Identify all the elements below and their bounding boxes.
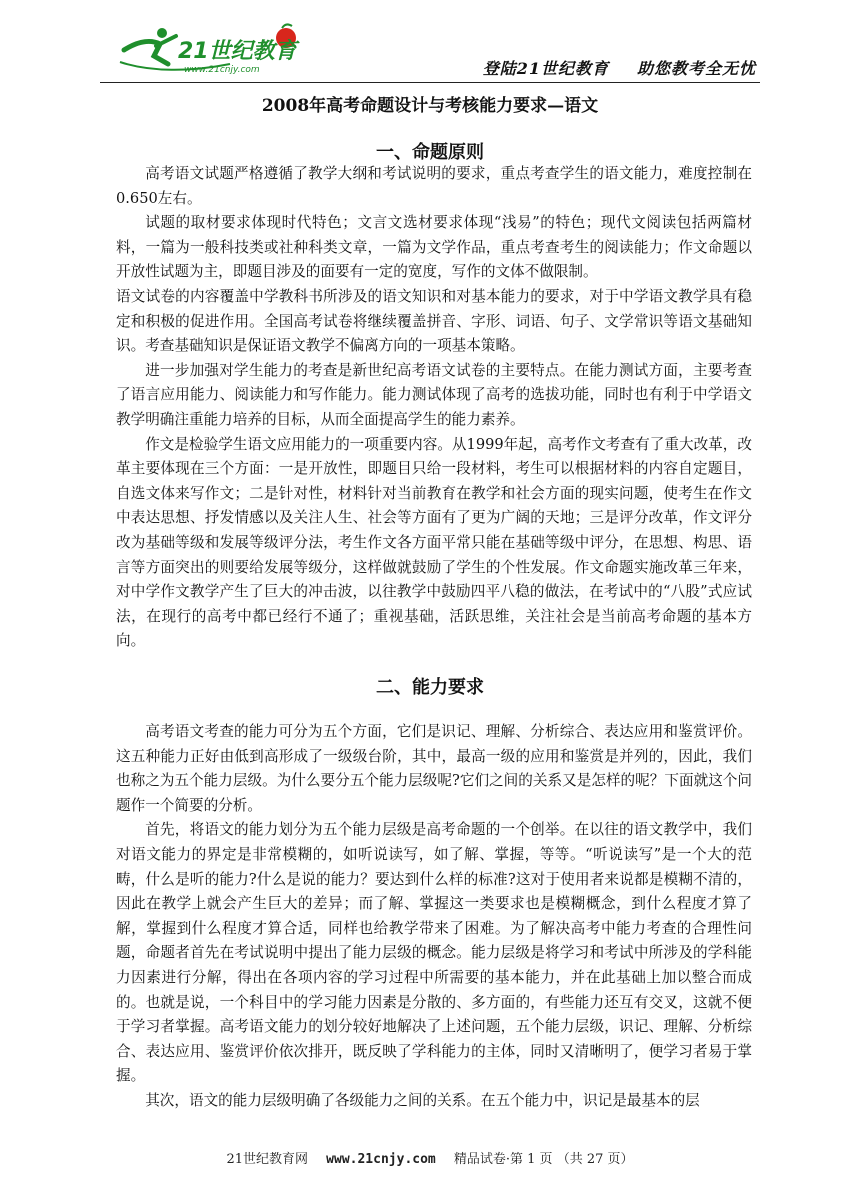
paragraph: 语文试卷的内容覆盖中学教科书所涉及的语文知识和对基本能力的要求，对于中学语文教学具有稳定和积极的促进作用。全国高考试卷将继续覆盖拼音、字形、词语、句子、文学常识等语文基础知识。考查基础知识是保证语文教学不偏离方向的一项基本策略。 xyxy=(116,287,752,355)
paragraph: 高考语文考查的能力可分为五个方面，它们是识记、理解、分析综合、表达应用和鉴赏评价。这五种能力正好由低到高形成了一级级台阶，其中，最高一级的应用和鉴赏是并列的，因此，我们也称之为五个能力层级。为什么要分五个能力层级呢?它们之间的关系又是怎样的呢？下面就这个问题作一个简要的分析。 xyxy=(116,723,752,814)
paragraph: 作文是检验学生语文应用能力的一项重要内容。从1999年起，高考作文考查有了重大改革，改革主要体现在三个方面：一是开放性，即题目只给一段材料，考生可以根据材料的内容自定题目，自选文体来写作文；二是针对性，材料针对当前教育在教学和社会方面的现实问题，使考生在作文中表达思想、抒发情感以及关注人生、社会等方面有了更为广阔的天地；三是评分改革，作文评分改为基础等级和发展等级评分法，考生作文各方面平常只能在基础等级中评分，在思想、构思、语言等方面突出的则要给发展等级分，这样做就鼓励了学生的个性发展。作文命题实施改革三年来，对中学作文教学产生了巨大的冲击波，以往教学中鼓励四平八稳的做法，在考试中的“八股”式应试法，在现行的高考中都已经行不通了；重视基础，活跃思维，关注社会是当前高考命题的基本方向。 xyxy=(116,435,752,650)
section-heading-2: 二、能力要求 xyxy=(376,677,484,698)
footer-page-info: 精品试卷·第 1 页 （共 27 页） xyxy=(453,1152,634,1167)
logo-graphic xyxy=(110,20,310,80)
paragraph: 试题的取材要求体现时代特色；文言文选材要求体现“浅易”的特色；现代文阅读包括两篇材料，一篇为一般科技类或社种科类文章，一篇为文学作品，重点考查考生的阅读能力；作文命题以开放性试题为主，即题目涉及的面要有一定的宽度，写作的文体不做限制。 xyxy=(116,214,752,281)
section-heading-1: 一、命题原则 xyxy=(376,142,484,163)
slogan-right: 助您教考全无忧 xyxy=(636,59,756,78)
paragraph: 首先，将语文的能力划分为五个能力层级是高考命题的一个创举。在以往的语文教学中，我们对语文能力的界定是非常模糊的，如听说读写，如了解、掌握，等等。“听说读写”是一个大的范畴，什么是听的能力?什么是说的能力？要达到什么样的标准?这对于使用者来说都是模糊不清的，因此在教学上就会产生巨大的差异；而了解、掌握这一类要求也是模糊概念，到什么程度才算了解，掌握到什么程度才算合适，同样也给教学带来了困难。为了解决高考中能力考查的合理性问题，命题者首先在考试说明中提出了能力层级的概念。能力层级是将学习和考试中所涉及的学科能力因素进行分解，得出在各项内容的学习过程中所需要的基本能力，并在此基础上加以整合而成的。也就是说，一个科目中的学习能力因素是分散的、多方面的，有些能力还互有交叉，这就不便于学习者掌握。高考语文能力的划分较好地解决了上述问题，五个能力层级，识记、理解、分析综合、表达应用、鉴赏评价依次排开，既反映了学科能力的主体，同时又清晰明了，便学习者易于掌握。 xyxy=(116,821,752,1085)
footer-site-name: 21世纪教育网 xyxy=(226,1152,309,1167)
logo-text: 21世纪教育 xyxy=(178,39,297,64)
paragraph: 进一步加强对学生能力的考查是新世纪高考语文试卷的主要特点。在能力测试方面，主要考查了语言应用能力、阅读能力和写作能力。能力测试体现了高考的选拔功能，同时也有利于中学语文教学明确注重能力培养的目标，从而全面提高学生的能力素养。 xyxy=(116,361,752,428)
paragraph: 其次，语文的能力层级明确了各级能力之间的关系。在五个能力中，识记是最基本的层 xyxy=(145,1091,700,1109)
logo-url: www.21cnjy.com xyxy=(184,65,260,75)
section-1-body xyxy=(116,162,752,654)
site-logo[interactable] xyxy=(110,20,310,80)
paragraph: 高考语文试题严格遵循了教学大纲和考试说明的要求，重点考查学生的语文能力，难度控制在0.650左右。 xyxy=(116,165,752,207)
page-header xyxy=(100,20,760,83)
page-footer xyxy=(0,1148,860,1167)
footer-site-url[interactable]: www.21cnjy.com xyxy=(326,1152,436,1167)
document-title: 2008年高考命题设计与考核能力要求—语文 xyxy=(261,96,599,116)
slogan-left: 登陆21世纪教育 xyxy=(482,59,609,78)
section-2-body xyxy=(116,720,752,1114)
header-slogan xyxy=(483,56,756,79)
